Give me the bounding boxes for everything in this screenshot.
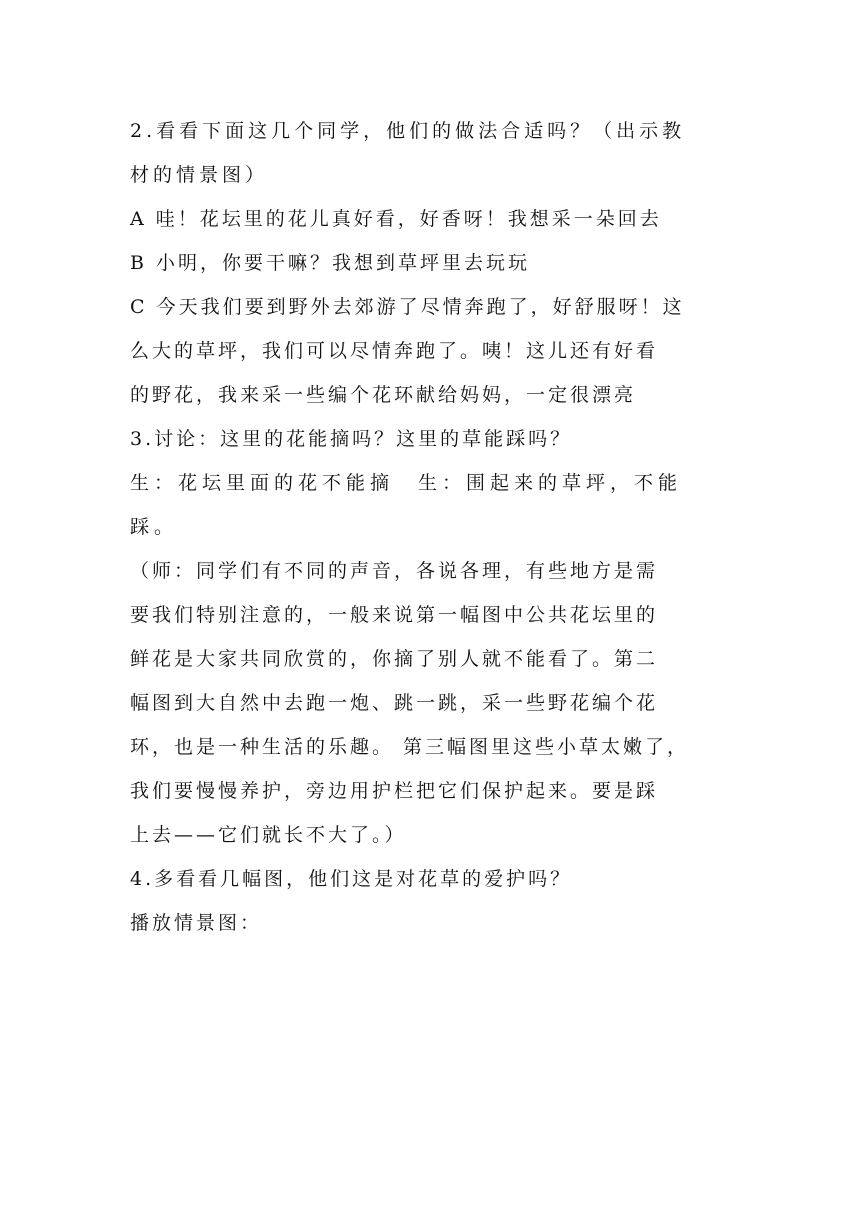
- scenario-a: A 哇！花坛里的花儿真好看，好香呀！我想采一朵回去: [130, 208, 662, 230]
- student-answers-line-2: 踩。: [130, 516, 179, 538]
- teacher-remark-line-4: 幅图到大自然中去跑一炮、跳一跳，采一些野花编个花: [130, 692, 659, 714]
- question-2-line-1: 2.看看下面这几个同学，他们的做法合适吗？（出示教: [130, 120, 686, 142]
- question-3: 3.讨论：这里的花能摘吗？这里的草能踩吗？: [130, 428, 573, 450]
- scenario-c-line-3: 的野花，我来采一些编个花环献给妈妈，一定很漂亮: [130, 384, 637, 406]
- scenario-b: B 小明，你要干嘛？我想到草坪里去玩玩: [130, 252, 531, 274]
- teacher-remark-line-6: 我们要慢慢养护，旁边用护栏把它们保护起来。要是踩: [130, 780, 659, 802]
- play-scenario-images: 播放情景图：: [130, 912, 263, 934]
- student-answers-line-1: 生：花坛里面的花不能摘 生：围起来的草坪，不能: [130, 472, 683, 494]
- teacher-remark-line-7: 上去——它们就长不大了。）: [130, 824, 407, 846]
- teacher-remark-line-1: （师：同学们有不同的声音，各说各理，有些地方是需: [130, 560, 659, 582]
- scenario-c-line-1: C 今天我们要到野外去郊游了尽情奔跑了，好舒服呀！这: [130, 296, 685, 318]
- scenario-c-line-2: 么大的草坪，我们可以尽情奔跑了。咦！这儿还有好看: [130, 340, 659, 362]
- teacher-remark-line-5: 环，也是一种生活的乐趣。 第三幅图里这些小草太嫩了，: [130, 736, 690, 758]
- document-body: [130, 112, 728, 948]
- question-2-line-2: 材的情景图）: [130, 164, 269, 186]
- question-4: 4.多看看几幅图，他们这是对花草的爱护吗？: [130, 868, 573, 890]
- teacher-remark-line-2: 要我们特别注意的，一般来说第一幅图中公共花坛里的: [130, 604, 659, 626]
- teacher-remark-line-3: 鲜花是大家共同欣赏的，你摘了别人就不能看了。第二: [130, 648, 659, 670]
